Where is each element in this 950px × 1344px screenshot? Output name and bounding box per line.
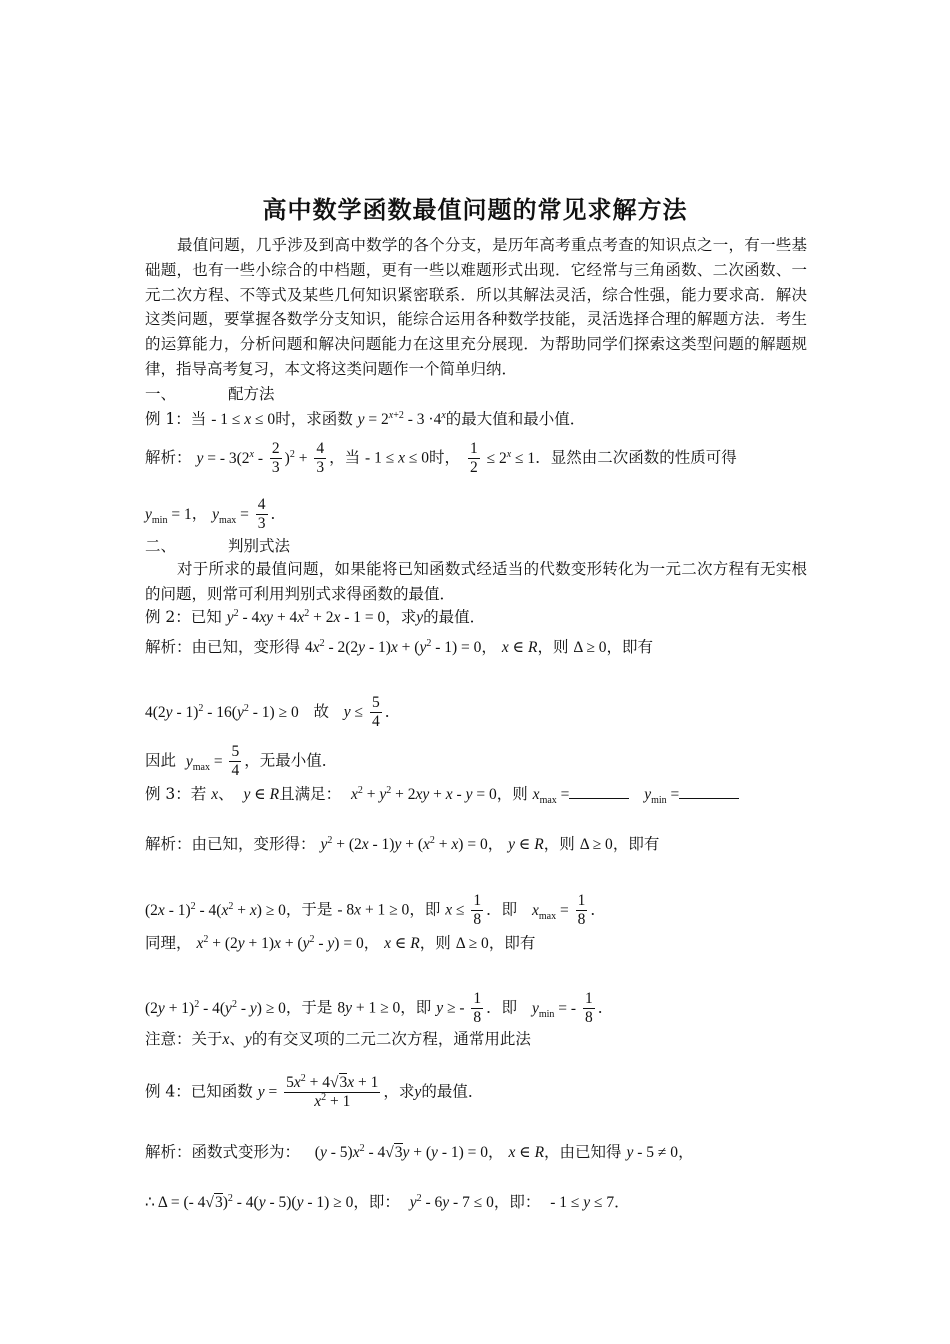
answer-blank-ymin[interactable] (679, 786, 739, 799)
note-line: 注意：关于x、y的有交叉项的二元二次方程，通常用此法 (145, 1030, 531, 1048)
solution-4-discriminant: ∴ Δ = (- 4√3)$^2$ - 4(y - 5)(y - 1) ≥ 0，即： $y^2 - 6y - 7 \le 0$，即： - 1 ≤ y ≤ 7． (145, 1192, 630, 1211)
section-1-heading: 一、 配方法 (145, 385, 275, 403)
section-2-heading: 二、 判别式法 (145, 537, 291, 555)
solution-1-result: $y_{min} = 1$， $y_{max}$ = $\frac{4}{3}$ ． (145, 496, 287, 532)
section-2-paragraph: 对于所求的最值问题，如果能将已知函数式经适当的代数变形转化为一元二次方程有无实根的问题，则常可利用判别式求得函数的最值． (145, 560, 807, 603)
solution-3-second-inequality: $(2y + 1)^2 - 4(y^2 - y) \ge 0$，于是 8y + 1 ≥ 0，即 y ≥ - $\frac{1}{8}$ ．即 $y_{min}$ = - $\frac{1}{8}$ ． (145, 990, 614, 1026)
solution-4: 解析：函数式变形为： $(y - 5)x^2 - 4√3y + (y - 1) = 0$， x ∈ R，由已知得 y - 5 ≠ 0， (145, 1142, 694, 1161)
solution-2-result: 因此 $y_{max}$ = $\frac{5}{4}$ ，无最小值． (145, 743, 338, 779)
solution-3-inequality: $(2x - 1)^2 - 4(x^2 + x) \ge 0$，于是 - 8x + 1 ≥ 0，即 x ≤ $\frac{1}{8}$ ．即 $x_{max}$ = $\frac{1}{8}$ ． (145, 892, 606, 928)
example-1: 例 1：当 - 1 ≤ x ≤ 0时，求函数 $y = 2^{x+2} - 3 \cdot 4^x$的最大值和最小值． (145, 409, 586, 428)
example-3: 例 3：若 x、 y ∈ R且满足： $x^2 + y^2 + 2xy + x - y = 0$，则 $x_{max}$ = $y_{min}$ = (145, 784, 739, 805)
page-title: 高中数学函数最值问题的常见求解方法 (262, 195, 688, 224)
example-4: 例 4：已知函数 y = $\frac{5x^2 + 4√3x + 1}{x^2 + 1}$ ，求y的最值． (145, 1072, 484, 1110)
solution-3: 解析：由已知，变形得： $y^2 + (2x - 1)y + (x^2 + x) = 0$， y ∈ R，则 Δ ≥ 0，即有 (145, 834, 660, 853)
solution-2-inequality: $4(2y - 1)^2 - 16(y^2 - 1) \ge 0$ 故 y ≤ $\frac{5}{4}$ ． (145, 694, 401, 730)
answer-blank-xmax[interactable] (569, 786, 629, 799)
solution-2: 解析：由已知，变形得 $4x^2 - 2(2y - 1)x + (y^2 - 1) = 0$， x ∈ R，则 Δ ≥ 0，即有 (145, 637, 654, 656)
example-2: 例 2：已知 $y^2 - 4xy + 4x^2 + 2x - 1 = 0$，求y的最值． (145, 607, 486, 626)
solution-3-second: 同理， $x^2 + (2y + 1)x + (y^2 - y) = 0$， x ∈ R，则 Δ ≥ 0，即有 (145, 933, 536, 952)
solution-1: 解析： y = - 3(2$^x$ - $\frac{2}{3}$ )$^2$ + $\frac{4}{3}$ ，当 - 1 ≤ x ≤ 0时， $\frac{1}{2}$ ≤ $2^x \le 1$．显然由二次函数的性质可得 (145, 440, 737, 476)
intro-paragraph: 最值问题，几乎涉及到高中数学的各个分支，是历年高考重点考查的知识点之一，有一些基础题，也有一些小综合的中档题，更有一些以难题形式出现．它经常与三角函数、二次函数、一元二次方程、不等式及某些几何知识紧密联系．所以其解法灵活，综合性强，能力要求高．解决这类问题，要掌握各数学分支知识，能综合运用各种数学技能，灵活选择合理的解题方法．考生的运算能力，分析问题和解决问题能力在这里充分展现．为帮助同学们探索这类型问题的解题规律，指导高考复习，本文将这类问题作一个简单归纳． (145, 236, 807, 378)
